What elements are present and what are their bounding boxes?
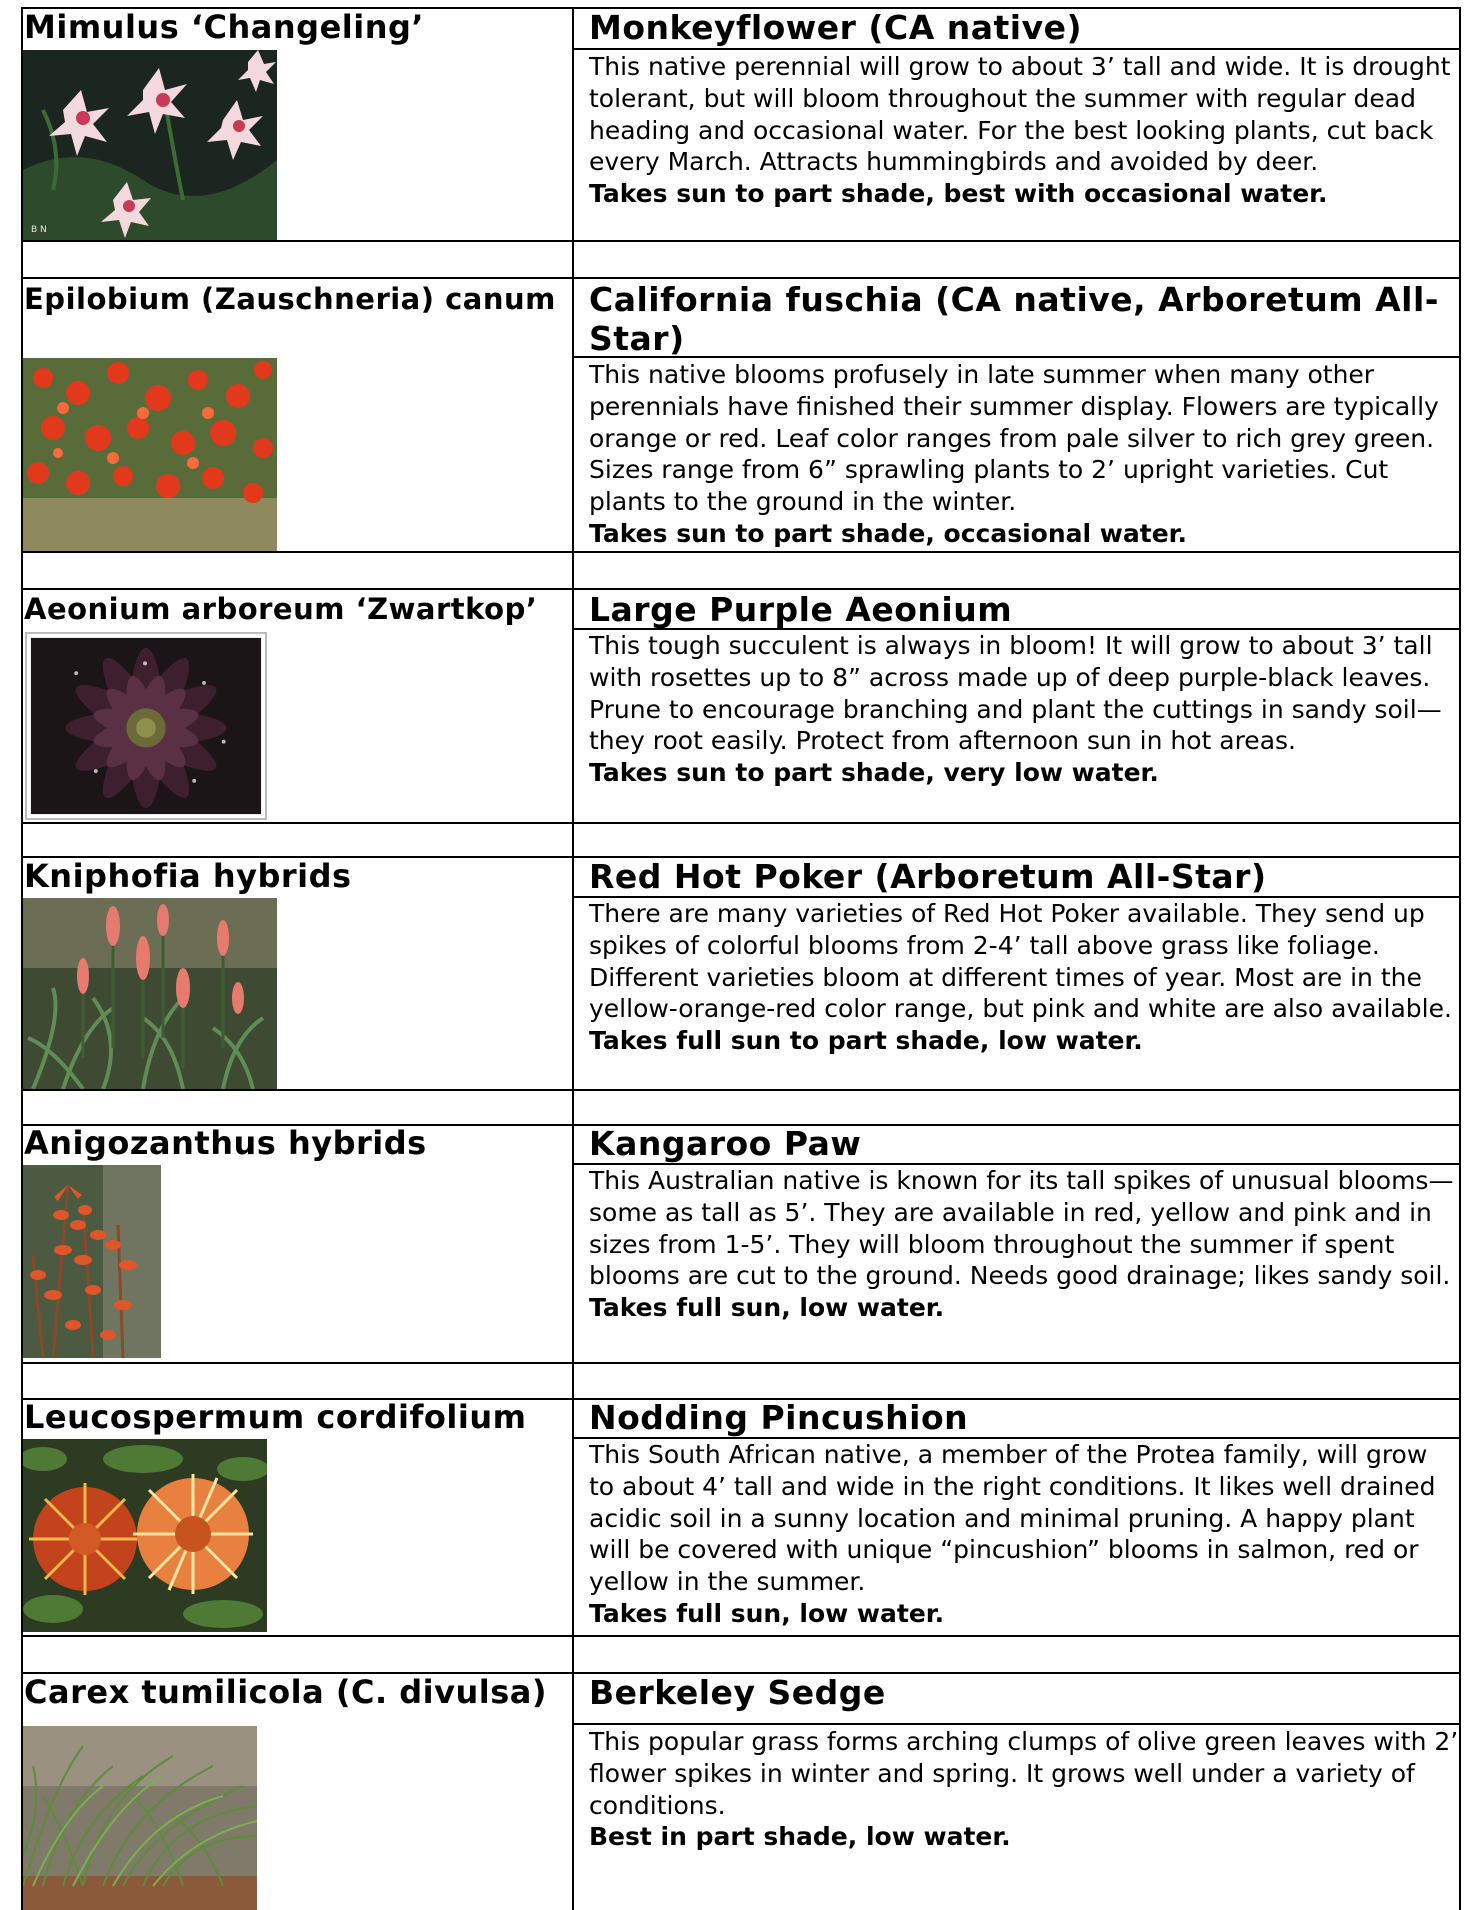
row-line <box>21 822 1461 824</box>
plant-photo <box>23 898 277 1089</box>
row-line <box>21 1362 1461 1364</box>
common-name: Berkeley Sedge <box>589 1673 886 1712</box>
scientific-name: Kniphofia hybrids <box>24 857 352 895</box>
table-right-border <box>1459 7 1461 1910</box>
plant-photo <box>23 1165 161 1358</box>
description-text: There are many varieties of Red Hot Poker available. They send up spikes of colorful blooms from 2-4’ tall above grass like foliage. Different varieties bloom at different times of year. Most are in the yellow-orange-red color range, but pink and white are also available. <box>589 899 1452 1024</box>
plant-photo <box>23 1726 257 1910</box>
scientific-name: Anigozanthus hybrids <box>24 1124 427 1162</box>
plant-description <box>589 359 1459 550</box>
common-name: Large Purple Aeonium <box>589 590 1013 629</box>
row-line <box>21 551 1461 553</box>
scientific-name: Carex tumilicola (C. divulsa) <box>24 1673 547 1711</box>
common-name: Nodding Pincushion <box>589 1398 969 1437</box>
plant-description <box>589 1439 1459 1630</box>
common-name: Kangaroo Paw <box>589 1124 862 1163</box>
care-requirements: Takes sun to part shade, occasional water. <box>589 518 1187 548</box>
care-requirements: Takes sun to part shade, very low water. <box>589 758 1159 788</box>
plant-photo <box>25 632 267 820</box>
plant-photo <box>23 1439 267 1632</box>
common-name: Red Hot Poker (Arboretum All-Star) <box>589 857 1267 896</box>
plant-description <box>589 898 1459 1057</box>
common-name: California fuschia (CA native, Arboretum All-Star) <box>589 280 1439 358</box>
common-name: Monkeyflower (CA native) <box>589 8 1083 47</box>
care-requirements: Takes full sun to part shade, low water. <box>589 1026 1143 1056</box>
description-text: This South African native, a member of the Protea family, will grow to about 4’ tall and wide in the right conditions. It likes well drained acidic soil in a sunny location and minimal pruning. A happy plant will be covered with unique “pincushion” blooms in salmon, red or yellow in the summer. <box>589 1440 1436 1597</box>
scientific-name: Leucospermum cordifolium <box>24 1398 527 1436</box>
row-line <box>21 1635 1461 1637</box>
plant-description <box>589 1726 1459 1853</box>
description-text: This native blooms profusely in late summer when many other perennials have finished their summer display. Flowers are typically orange or red. Leaf color ranges from pale silver to rich grey green. Sizes range from 6” sprawling plants to 2’ upright varieties. Cut plants to the ground in the winter. <box>589 360 1439 517</box>
scientific-name: Epilobium (Zauschneria) canum <box>24 282 556 316</box>
scientific-name: Aeonium arboreum ‘Zwartkop’ <box>24 592 538 626</box>
row-line <box>21 277 1461 279</box>
care-requirements: Takes full sun, low water. <box>589 1293 945 1323</box>
plant-description <box>589 51 1459 210</box>
photo-watermark: B N <box>31 225 47 235</box>
plant-description <box>589 1165 1459 1324</box>
plant-photo <box>23 50 277 240</box>
row-line <box>21 1089 1461 1091</box>
care-requirements: Takes full sun, low water. <box>589 1598 945 1628</box>
care-requirements: Best in part shade, low water. <box>589 1822 1011 1852</box>
row-line <box>572 48 1460 50</box>
plant-description <box>589 630 1459 789</box>
plant-photo <box>23 358 277 551</box>
row-line <box>572 1723 1460 1725</box>
description-text: This native perennial will grow to about 3’ tall and wide. It is drought tolerant, but will bloom throughout the summer with regular dead heading and occasional water. For the best looking plants, cut back every March. Attracts hummingbirds and avoided by deer. <box>589 52 1451 177</box>
description-text: This tough succulent is always in bloom! It will grow to about 3’ tall with rosettes up to 8” across made up of deep purple-black leaves. Prune to encourage branching and plant the cuttings in sandy soil—they root easily. Protect from afternoon sun in hot areas. <box>589 631 1442 756</box>
description-text: This Australian native is known for its tall spikes of unusual blooms—some as tall as 5’. They are available in red, yellow and pink and in sizes from 1-5’. They will bloom throughout the summer if spent blooms are cut to the ground. Needs good drainage; likes sandy soil. <box>589 1166 1454 1291</box>
care-requirements: Takes sun to part shade, best with occasional water. <box>589 179 1328 209</box>
scientific-name: Mimulus ‘Changeling’ <box>24 8 425 46</box>
row-line <box>21 240 1461 242</box>
description-text: This popular grass forms arching clumps of olive green leaves with 2’ flower spikes in winter and spring. It grows well under a variety of conditions. <box>589 1727 1459 1820</box>
column-divider <box>572 7 574 1910</box>
